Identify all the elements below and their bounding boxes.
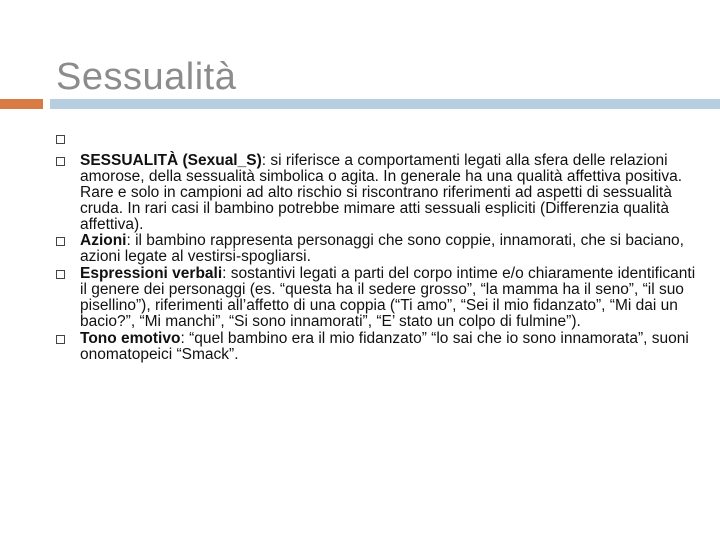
hollow-square-bullet-icon [56, 157, 65, 166]
hollow-square-bullet-icon [56, 335, 65, 344]
hollow-square-bullet-icon [56, 237, 65, 246]
hollow-square-bullet-icon [56, 270, 65, 279]
bullet-list [56, 131, 696, 364]
bullet-item-empty [56, 131, 696, 147]
bullet-term: Tono emotivo [80, 329, 181, 347]
bullet-text: : “quel bambino era il mio fidanzato” “lo sai che io sono innamorata”, suoni onomatopeici “Smack”. [80, 329, 689, 363]
title-accent-bar-orange [0, 99, 43, 109]
title-accent-bar-blue [50, 99, 720, 109]
bullet-term: Azioni [80, 232, 127, 250]
hollow-square-bullet-icon [56, 135, 65, 144]
bullet-term: Espressioni verbali [80, 265, 223, 283]
bullet-text: : sostantivi legati a parti del corpo intime e/o chiaramente identificanti il genere dei personaggi (es. “questa ha il sedere grosso”, “la mamma ha il seno”, “il suo pisellino”), riferimenti all’affetto di una coppia (“Ti amo”, “Sei il mio fidanzato”, “Mi dai un bacio?”, “Mi manchi”, “Si sono innamorati”, “E’ stato un colpo di fulmine”). [80, 265, 696, 330]
bullet-item-sessualita [56, 153, 696, 233]
bullet-item-tono-emotivo [56, 331, 696, 363]
slide-title: Sessualità [56, 56, 237, 98]
bullet-text: : il bambino rappresenta personaggi che sono coppie, innamorati, che si baciano, azioni legate al vestirsi-spogliarsi. [80, 232, 684, 266]
bullet-item-espressioni-verbali [56, 266, 696, 330]
bullet-text: : si riferisce a comportamenti legati alla sfera delle relazioni amorose, della sessualità simbolica o agita. In generale ha una qualità affettiva positiva. Rare e solo in campioni ad alto rischio si riscontrano riferimenti ad aspetti di sessualità cruda. In rari casi il bambino potrebbe mimare atti sessuali espliciti (Differenzia qualità affettiva). [80, 151, 682, 233]
bullet-item-azioni [56, 233, 696, 265]
bullet-term: SESSUALITÀ (Sexual_S) [80, 151, 262, 169]
